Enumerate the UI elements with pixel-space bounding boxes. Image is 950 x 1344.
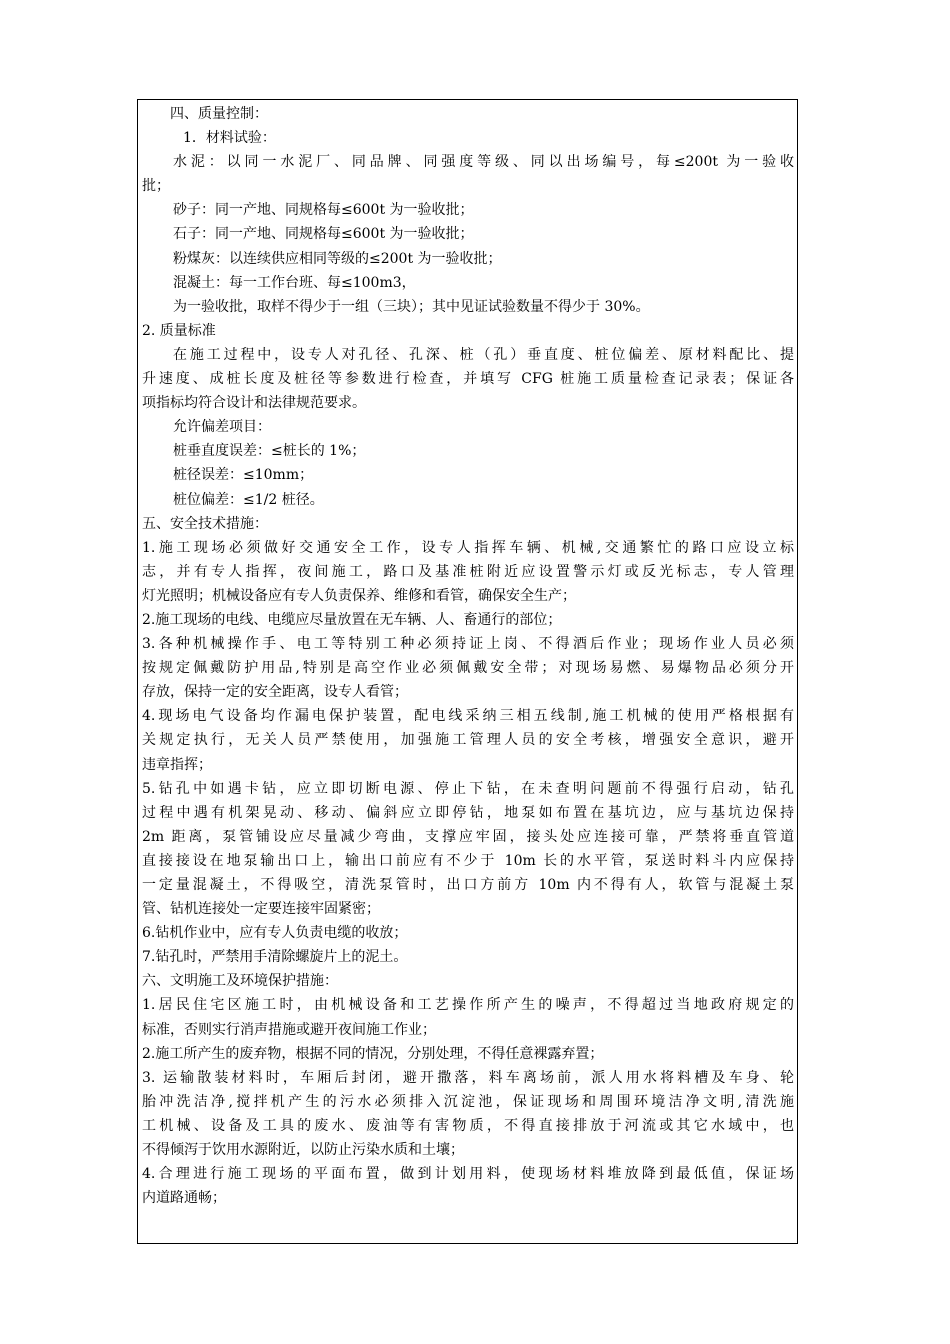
document-line: 存放，保持一定的安全距离，设专人看管； [142, 684, 408, 701]
document-line: 内道路通畅； [142, 1190, 226, 1207]
document-line: 混凝土：每一工作台班、每≤100m3， [173, 274, 416, 291]
document-line: 项指标均符合设计和法律规范要求。 [142, 395, 366, 412]
document-line: 4.合理进行施工现场的平面布置，做到计划用料，使现场材料堆放降到最低值，保证场 [142, 1166, 794, 1183]
document-line: 5.钻孔中如遇卡钻，应立即切断电源、停止下钻，在未查明问题前不得强行启动，钻孔 [142, 780, 794, 797]
document-line: 4.现场电气设备均作漏电保护装置，配电线采纳三相五线制,施工机械的使用严格根据有 [142, 708, 794, 725]
document-line: 按规定佩戴防护用品,特别是高空作业必须佩戴安全带；对现场易燃、易爆物品必须分开 [142, 660, 794, 677]
document-line: 违章指挥； [142, 756, 212, 773]
document-line: 2.施工现场的电线、电缆应尽量放置在无车辆、人、畜通行的部位； [142, 611, 562, 628]
document-line: 胎冲洗洁净,搅拌机产生的污水必须排入沉淀池，保证现场和周围环境洁净文明,清洗施 [142, 1093, 794, 1110]
document-line: 标准，否则实行消声措施或避开夜间施工作业； [142, 1021, 436, 1038]
document-line: 1.居民住宅区施工时，由机械设备和工艺操作所产生的噪声，不得超过当地政府规定的 [142, 997, 794, 1014]
document-line: 批； [142, 178, 170, 195]
document-line: 3. 运输散装材料时，车厢后封闭，避开撒落，料车离场前，派人用水将料槽及车身、轮 [142, 1069, 794, 1086]
document-line: 灯光照明；机械设备应有专人负责保养、维修和看管，确保安全生产； [142, 587, 576, 604]
document-line: 四、质量控制： [170, 106, 268, 122]
document-line: 1．材料试验： [183, 130, 276, 147]
document-line: 1.施工现场必须做好交通安全工作，设专人指挥车辆、机械,交通繁忙的路口应设立标 [142, 539, 794, 556]
document-line: 7.钻孔时，严禁用手清除螺旋片上的泥土。 [142, 949, 408, 966]
document-line: 升速度、成桩长度及桩径等参数进行检查，并填写 CFG 桩施工质量检查记录表；保证各 [142, 371, 794, 388]
document-line: 桩径误差：≤10mm； [173, 467, 314, 484]
document-line: 在施工过程中，设专人对孔径、孔深、桩（孔）垂直度、桩位偏差、原材料配比、提 [173, 346, 794, 363]
document-line: 工机械、设备及工具的废水、废油等有害物质，不得直接排放于河流或其它水域中，也 [142, 1117, 794, 1134]
document-line: 砂子：同一产地、同规格每≤600t 为一验收批； [173, 202, 474, 219]
document-body [142, 102, 794, 1210]
document-line: 允许偏差项目： [173, 419, 271, 436]
document-line: 管、钻机连接处一定要连接牢固紧密； [142, 901, 380, 918]
document-line: 2m 距离，泵管铺设应尽量减少弯曲，支撑应牢固，接头处应连接可靠，严禁将垂直管道 [142, 828, 794, 845]
document-line: 直接接设在地泵输出口上，输出口前应有不少于 10m 长的水平管，泵送时料斗内应保持 [142, 852, 794, 869]
document-line: 2.施工所产生的废弃物，根据不同的情况，分别处理，不得任意裸露弃置； [142, 1045, 604, 1062]
document-line: 过程中遇有机架晃动、移动、偏斜应立即停钻，地泵如布置在基坑边，应与基坑边保持 [142, 804, 794, 821]
document-line: 6.钻机作业中，应有专人负责电缆的收放； [142, 925, 408, 942]
document-line: 粉煤灰：以连续供应相同等级的≤200t 为一验收批； [173, 250, 502, 267]
document-line: 2. 质量标准 [142, 322, 216, 339]
document-line: 水泥：以同一水泥厂、同品牌、同强度等级、同以出场编号，每≤200t 为一验收 [173, 154, 794, 171]
document-line: 3.各种机械操作手、电工等特别工种必须持证上岗、不得酒后作业；现场作业人员必须 [142, 636, 794, 653]
document-line: 关规定执行，无关人员严禁使用，加强施工管理人员的安全考核，增强安全意识，避开 [142, 732, 794, 749]
document-line: 石子：同一产地、同规格每≤600t 为一验收批； [173, 226, 474, 243]
document-line: 桩位偏差：≤1/2 桩径。 [173, 491, 324, 508]
document-line: 不得倾泻于饮用水源附近，以防止污染水质和土壤； [142, 1142, 464, 1159]
document-line: 志，并有专人指挥，夜间施工，路口及基准桩附近应设置警示灯或反光标志，专人管理 [142, 563, 794, 580]
document-line: 五、安全技术措施： [142, 515, 268, 532]
document-line: 为一验收批，取样不得少于一组（三块）；其中见证试验数量不得少于 30%。 [173, 298, 650, 315]
document-line: 六、文明施工及环境保护措施： [142, 973, 338, 990]
document-line: 一定量混凝土，不得吸空，清洗泵管时，出口方前方 10m 内不得有人，软管与混凝土泵 [142, 877, 794, 893]
document-line: 桩垂直度误差：≤桩长的 1%； [173, 443, 366, 460]
